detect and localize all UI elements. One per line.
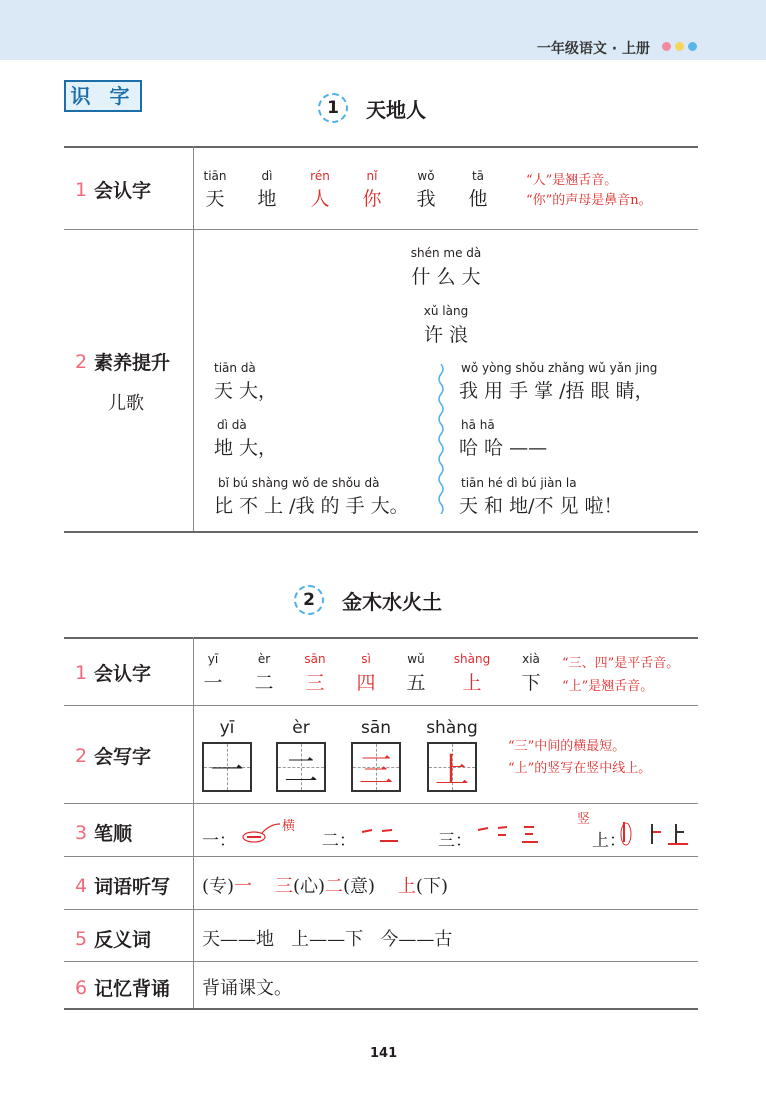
grid-hanzi: 二 bbox=[284, 750, 318, 791]
poem-title: 什 么 大 bbox=[411, 266, 481, 288]
row-number: 2 bbox=[74, 744, 88, 767]
char-pinyin: nǐ bbox=[366, 169, 378, 183]
row-label-text: 会认字 bbox=[94, 180, 152, 202]
dictation-part: (下) bbox=[415, 876, 448, 897]
poem-left-pinyin-3: bǐ bú shàng wǒ de shǒu dà bbox=[218, 476, 380, 490]
char-hanzi: 一 bbox=[203, 672, 223, 694]
recite-text: 背诵课文。 bbox=[202, 978, 292, 999]
l2-row5-label bbox=[74, 925, 151, 952]
char-pinyin: tā bbox=[471, 169, 485, 183]
char-pinyin: sān bbox=[304, 652, 326, 666]
poem-left-pinyin-1: tiān dà bbox=[214, 361, 256, 375]
poem-right-line-2: 哈 哈 —— bbox=[459, 437, 548, 459]
table1-top-border bbox=[64, 146, 698, 148]
row-label-text: 素养提升 bbox=[94, 352, 171, 374]
page-number: 141 bbox=[370, 1046, 398, 1061]
table2-top-border bbox=[64, 637, 698, 639]
book-title: 一年级语文 · 上册 bbox=[536, 41, 650, 57]
row-label-text: 会写字 bbox=[94, 746, 152, 768]
stroke-seq-san bbox=[476, 822, 546, 846]
stroke-label-heng: 横 bbox=[282, 819, 296, 834]
char-pinyin: wǔ bbox=[407, 652, 425, 666]
poem-right-line-3: 天 和 地/不 见 啦！ bbox=[459, 495, 623, 517]
poem-wavy-divider bbox=[436, 364, 446, 514]
l2-row1-note-1: “三、四”是平舌音。 bbox=[562, 656, 680, 671]
writing-grid bbox=[276, 742, 326, 792]
poem-right-pinyin-1: wǒ yòng shǒu zhǎng wǔ yǎn jing bbox=[461, 361, 658, 375]
dictation-part: (心) bbox=[292, 876, 325, 897]
char-hanzi: 人 bbox=[310, 188, 330, 210]
poem-left-line-3: 比 不 上 /我 的 手 大。 bbox=[214, 495, 409, 517]
char-hanzi: 五 bbox=[406, 672, 426, 694]
table1-bottom-border bbox=[64, 531, 698, 533]
stroke-order-san: 三： bbox=[438, 831, 472, 851]
l2-row2-note-2: “上”的竖写在竖中线上。 bbox=[508, 761, 652, 776]
table1-column-divider bbox=[193, 146, 194, 531]
grid-hanzi: 上 bbox=[435, 750, 469, 791]
lesson2-number: 2 bbox=[294, 585, 324, 615]
stroke-label-shu: 竖 bbox=[577, 812, 591, 827]
l1-row2-sublabel: 儿歌 bbox=[108, 393, 144, 414]
l2-row1-label bbox=[74, 659, 151, 686]
poem-left-line-1: 天 大， bbox=[214, 380, 278, 402]
grid-hanzi: 一 bbox=[210, 750, 244, 791]
header-dot-blue bbox=[688, 42, 697, 51]
stroke-order-yi: 一： bbox=[202, 831, 236, 851]
row-number: 2 bbox=[74, 350, 88, 373]
dictation-answer: 一 bbox=[234, 876, 253, 897]
table2-divider-4 bbox=[64, 909, 698, 910]
table2-divider-2 bbox=[64, 803, 698, 804]
l2-row4-label bbox=[74, 872, 170, 899]
l1-note-1: “人”是翘舌音。 bbox=[526, 173, 618, 188]
table2-divider-3 bbox=[64, 856, 698, 857]
page-header bbox=[0, 0, 766, 60]
row-number: 4 bbox=[74, 874, 88, 897]
lesson2-title bbox=[294, 585, 442, 615]
char-hanzi: 下 bbox=[521, 672, 541, 694]
char-hanzi: 你 bbox=[362, 188, 382, 210]
char-pinyin: dì bbox=[261, 169, 273, 183]
poem-right-line-1: 我 用 手 掌 /捂 眼 睛， bbox=[459, 380, 654, 402]
dictation-part: (专) bbox=[202, 876, 235, 897]
header-dot-pink bbox=[662, 42, 671, 51]
l1-note-2: “你”的声母是鼻音n。 bbox=[526, 193, 652, 208]
char-pinyin: èr bbox=[257, 652, 271, 666]
lesson2-title-text: 金木水火土 bbox=[342, 589, 442, 614]
grid-pinyin: èr bbox=[292, 718, 310, 738]
grid-pinyin: shàng bbox=[426, 718, 478, 738]
char-hanzi: 我 bbox=[416, 188, 436, 210]
row-label-text: 会认字 bbox=[94, 663, 152, 685]
row-label-text: 记忆背诵 bbox=[94, 978, 171, 1000]
grid-pinyin: sān bbox=[360, 718, 392, 738]
row-number: 6 bbox=[74, 976, 88, 999]
l2-row2-note-1: “三”中间的横最短。 bbox=[508, 739, 626, 754]
table2-column-divider bbox=[193, 637, 194, 1008]
dictation-line bbox=[202, 872, 448, 898]
table2-bottom-border bbox=[64, 1008, 698, 1010]
dictation-answer: 三 bbox=[274, 876, 293, 897]
grid-hanzi: 三 bbox=[359, 750, 393, 791]
poem-author: 许 浪 bbox=[423, 324, 469, 346]
char-pinyin: sì bbox=[361, 652, 371, 666]
table2-divider-1 bbox=[64, 705, 698, 706]
row-number: 5 bbox=[74, 927, 88, 950]
poem-author-pinyin: xǔ làng bbox=[423, 304, 469, 318]
poem-right-pinyin-3: tiān hé dì bú jiàn la bbox=[461, 476, 577, 490]
header-dot-yellow bbox=[675, 42, 684, 51]
stroke-order-shang: 上： bbox=[592, 831, 626, 851]
poem-right-pinyin-2: hā hā bbox=[461, 418, 495, 432]
table1-row-divider bbox=[64, 229, 698, 230]
antonyms-text: 天——地 上——下 今——古 bbox=[202, 929, 453, 950]
row-number: 1 bbox=[74, 661, 88, 684]
char-pinyin: wǒ bbox=[417, 169, 435, 183]
char-hanzi: 四 bbox=[356, 672, 376, 694]
char-hanzi: 二 bbox=[254, 672, 274, 694]
stroke-order-er: 二： bbox=[322, 831, 356, 851]
char-pinyin: tiān bbox=[203, 169, 227, 183]
l1-row1-label bbox=[74, 176, 151, 203]
l1-row2-label bbox=[74, 348, 170, 375]
table2-divider-5 bbox=[64, 961, 698, 962]
poem-title-pinyin: shén me dà bbox=[410, 246, 482, 260]
lesson1-title bbox=[318, 93, 426, 123]
lesson1-title-text: 天地人 bbox=[366, 97, 426, 122]
char-hanzi: 上 bbox=[462, 672, 482, 694]
row-label-text: 笔顺 bbox=[94, 823, 133, 845]
l2-row2-label bbox=[74, 742, 151, 769]
dictation-answer: 上 bbox=[397, 876, 416, 897]
char-hanzi: 天 bbox=[205, 188, 225, 210]
l2-row1-note-2: “上”是翘舌音。 bbox=[562, 679, 654, 694]
char-hanzi: 地 bbox=[257, 188, 277, 210]
char-hanzi: 他 bbox=[468, 188, 488, 210]
row-number: 3 bbox=[74, 821, 88, 844]
row-label-text: 词语听写 bbox=[94, 876, 171, 898]
row-number: 1 bbox=[74, 178, 88, 201]
writing-grid bbox=[202, 742, 252, 792]
dictation-part: (意) bbox=[342, 876, 376, 897]
char-pinyin: xià bbox=[522, 652, 540, 666]
writing-grid bbox=[427, 742, 477, 792]
row-label-text: 反义词 bbox=[94, 929, 152, 951]
section-tag: 识 字 bbox=[64, 80, 142, 112]
poem-left-pinyin-2: dì dà bbox=[217, 418, 247, 432]
lesson1-number: 1 bbox=[318, 93, 348, 123]
grid-pinyin: yī bbox=[219, 718, 235, 738]
l2-row6-label bbox=[74, 974, 170, 1001]
char-hanzi: 三 bbox=[305, 672, 325, 694]
char-pinyin: shàng bbox=[453, 652, 491, 666]
l2-row3-label bbox=[74, 819, 132, 846]
dictation-answer: 二 bbox=[324, 876, 343, 897]
char-pinyin: yī bbox=[207, 652, 219, 666]
poem-left-line-2: 地 大， bbox=[214, 437, 278, 459]
char-pinyin: rén bbox=[310, 169, 330, 183]
stroke-seq-er bbox=[360, 824, 410, 846]
writing-grid bbox=[351, 742, 401, 792]
stroke-seq-shang bbox=[618, 818, 694, 848]
